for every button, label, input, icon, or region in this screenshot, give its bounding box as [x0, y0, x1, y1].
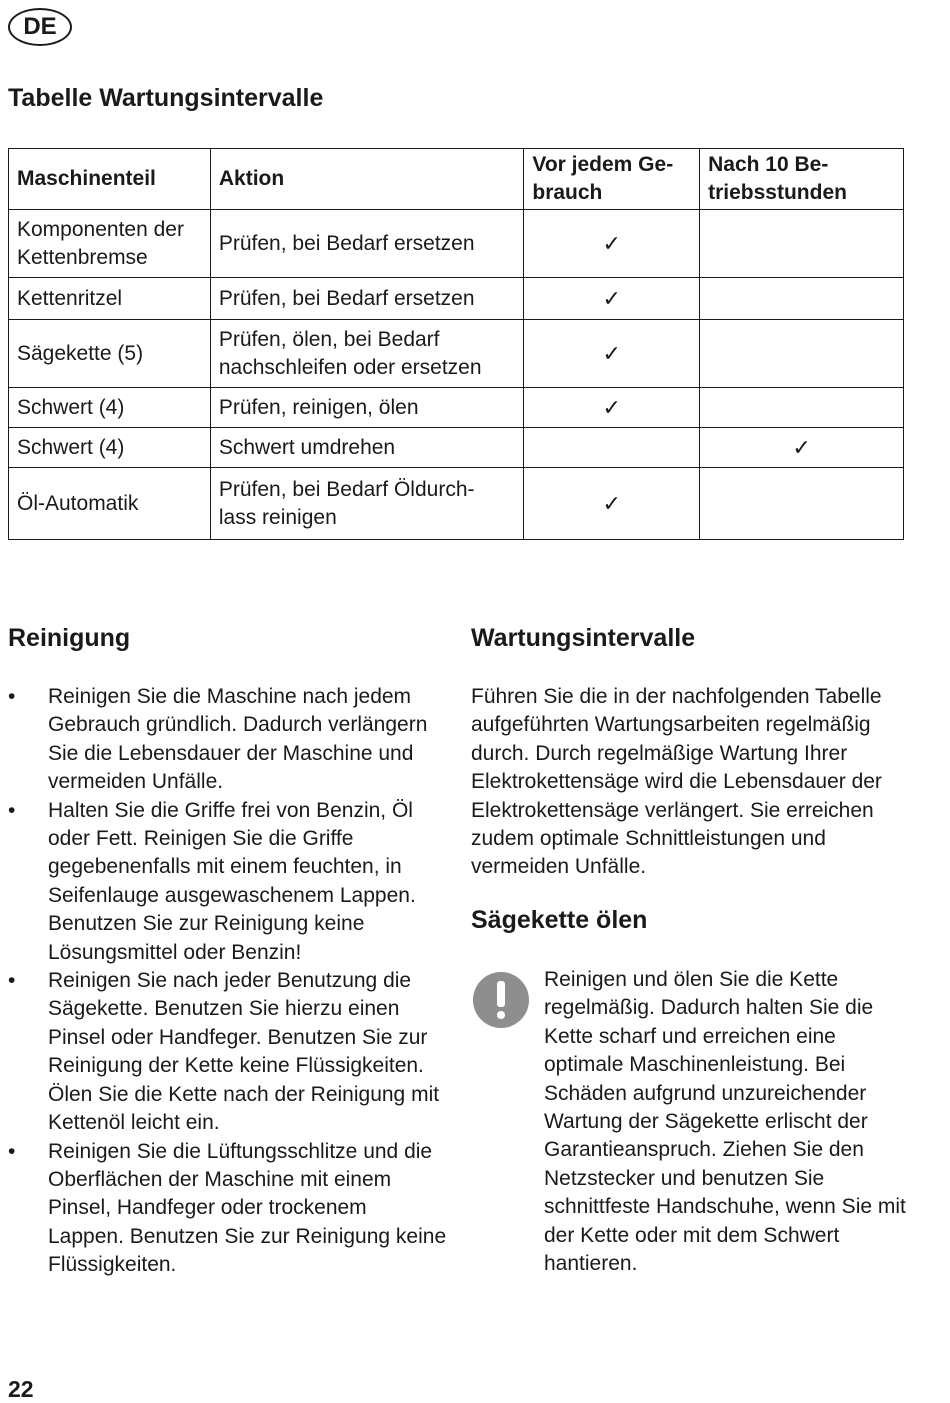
cell-action: Prüfen, ölen, bei Bedarf nachschleifen oder ersetzen [210, 320, 524, 388]
exclamation-icon [473, 972, 529, 1028]
header-part: Maschinenteil [9, 149, 211, 210]
check-icon: ✓ [524, 278, 700, 320]
cell-part: Schwert (4) [9, 428, 211, 468]
check-icon: ✓ [524, 320, 700, 388]
cleaning-list [8, 683, 448, 1280]
cell-part: Komponenten der Kettenbremse [9, 210, 211, 278]
list-item: • Reinigen Sie die Lüftungsschlitze und die Oberflächen der Maschine mit einem Pinsel, Handfeger oder trockenem Lappen. Benutzen Sie zur Reinigung keine Flüssigkeiten. [8, 1138, 448, 1280]
cell-after-10h [700, 320, 904, 388]
header-after-10h: Nach 10 Be- triebsstunden [700, 149, 904, 210]
cleaning-heading: Reinigung [8, 624, 131, 652]
cell-action: Prüfen, bei Bedarf ersetzen [210, 210, 524, 278]
list-item: • Reinigen Sie nach jeder Benutzung die Sägekette. Benutzen Sie hierzu einen Pinsel oder Handfeger. Benutzen Sie zur Reinigung der Kette keine Flüssigkeiten. Ölen Sie die Kette nach der Reinigung mit Kettenöl leicht ein. [8, 967, 448, 1137]
cell-part: Kettenritzel [9, 278, 211, 320]
list-item: • Halten Sie die Griffe frei von Benzin, Öl oder Fett. Reinigen Sie die Griffe gegebenenfalls mit einem feuchten, in Seifenlauge ausgewaschenem Lappen. Benutzen Sie zur Reinigung keine Lösungsmittel oder Benzin! [8, 797, 448, 967]
table-row [9, 210, 904, 278]
language-badge: DE [8, 8, 72, 46]
table-row [9, 278, 904, 320]
table-row [9, 428, 904, 468]
maintenance-table [8, 148, 904, 540]
maintenance-intervals-text: Führen Sie die in der nachfolgenden Tabelle aufgeführten Wartungsarbeiten regelmäßig durch. Durch regelmäßige Wartung Ihrer Elektrokettensäge wird die Lebensdauer der Elektrokettensäge verlängert. Sie erreichen zudem optimale Schnittleistungen und vermeiden Unfälle. [471, 685, 882, 879]
header-before-use: Vor jedem Ge- brauch [524, 149, 700, 210]
list-item: • Reinigen Sie die Maschine nach jedem Gebrauch gründlich. Dadurch verlängern Sie die Lebensdauer der Maschine und vermeiden Unfälle. [8, 683, 448, 797]
check-icon: ✓ [524, 468, 700, 540]
cell-after-10h [700, 210, 904, 278]
table-row [9, 320, 904, 388]
cell-action: Prüfen, reinigen, ölen [210, 388, 524, 428]
maintenance-intervals-heading: Wartungsintervalle [471, 624, 696, 652]
cell-before-use [524, 428, 700, 468]
page-number: 22 [8, 1376, 34, 1402]
cell-action: Schwert umdrehen [210, 428, 524, 468]
cell-part: Sägekette (5) [9, 320, 211, 388]
check-icon: ✓ [524, 388, 700, 428]
table-header-row [9, 149, 904, 210]
maintenance-intervals-section [471, 624, 911, 935]
cell-part: Schwert (4) [9, 388, 211, 428]
table-row [9, 468, 904, 540]
header-action: Aktion [210, 149, 524, 210]
cell-after-10h [700, 278, 904, 320]
chain-oiling-text: Reinigen und ölen Sie die Kette regelmäßig. Dadurch halten Sie die Kette scharf und erreichen eine optimale Maschinenleistung. Bei Schäden aufgrund unzureichender Wartung der Sägekette erlischt der Garantieanspruch. Ziehen Sie den Netzstecker und benutzen Sie schnittfeste Handschuhe, wenn Sie mit der Kette oder mit dem Schwert hantieren. [544, 968, 906, 1276]
cell-action: Prüfen, bei Bedarf ersetzen [210, 278, 524, 320]
chain-oiling-heading: Sägekette ölen [471, 905, 648, 934]
table-row [9, 388, 904, 428]
check-icon: ✓ [700, 428, 904, 468]
cleaning-section [8, 624, 448, 1280]
cell-after-10h [700, 388, 904, 428]
page-title: Tabelle Wartungsintervalle [8, 84, 324, 112]
cell-after-10h [700, 468, 904, 540]
cell-part: Öl-Automatik [9, 468, 211, 540]
check-icon: ✓ [524, 210, 700, 278]
cell-action: Prüfen, bei Bedarf Öldurch- lass reinigen [210, 468, 524, 540]
